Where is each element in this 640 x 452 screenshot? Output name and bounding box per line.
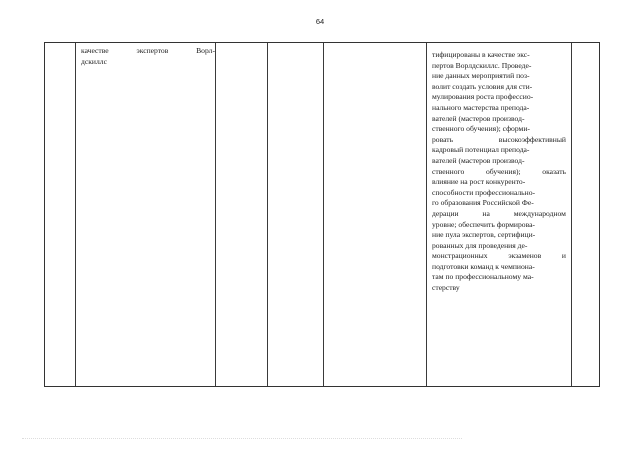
text-line: вателей (мастеров производ- (432, 155, 525, 165)
column-divider (267, 43, 268, 386)
column-divider (75, 43, 76, 386)
text-line: нального мастерства препода- (432, 102, 530, 112)
column-divider (571, 43, 572, 386)
scan-artifact-line (22, 438, 462, 442)
page-number: 64 (315, 17, 325, 26)
column-divider (215, 43, 216, 386)
text-line: мулирования роста профессио- (432, 92, 534, 102)
column-divider (426, 43, 427, 386)
column-divider (323, 43, 324, 386)
text-line: ние данных мероприятий поз- (432, 71, 530, 81)
text-line: кадровый потенциал препода- (432, 145, 530, 155)
text-line: ровать высокоэффективный (432, 134, 566, 144)
left-cell-text (81, 46, 215, 67)
right-cell-text (432, 50, 566, 294)
text-line: волит создать условия для сти- (432, 81, 533, 91)
text-line: ние пула экспертов, сертифици- (432, 230, 536, 240)
text-line: подготовки команд к чемпиона- (432, 261, 535, 271)
text-line: монстрационных экзаменов и (432, 251, 566, 261)
document-table (44, 42, 600, 387)
text-line: ственного обучения); сформи- (432, 124, 530, 134)
text-line: пертов Ворлдскиллс. Проведе- (432, 60, 532, 70)
text-line: качестве экспертов Ворл- (81, 46, 215, 55)
text-line: дерации на международном (432, 208, 566, 218)
text-line: тифицированы в качестве экс- (432, 50, 530, 59)
text-line: дскиллс (81, 56, 107, 66)
text-line: стерству (432, 283, 460, 293)
text-line: уровне; обеспечить формирова- (432, 219, 535, 229)
text-line: ственного обучения); оказать (432, 166, 566, 176)
text-line: вателей (мастеров производ- (432, 113, 525, 123)
text-line: там по профессиональному ма- (432, 272, 534, 282)
text-line: рованных для проведения де- (432, 240, 528, 250)
text-line: способности профессионально- (432, 187, 536, 197)
text-line: го образования Российской Фе- (432, 198, 534, 208)
text-line: влияние на рост конкуренто- (432, 177, 526, 187)
